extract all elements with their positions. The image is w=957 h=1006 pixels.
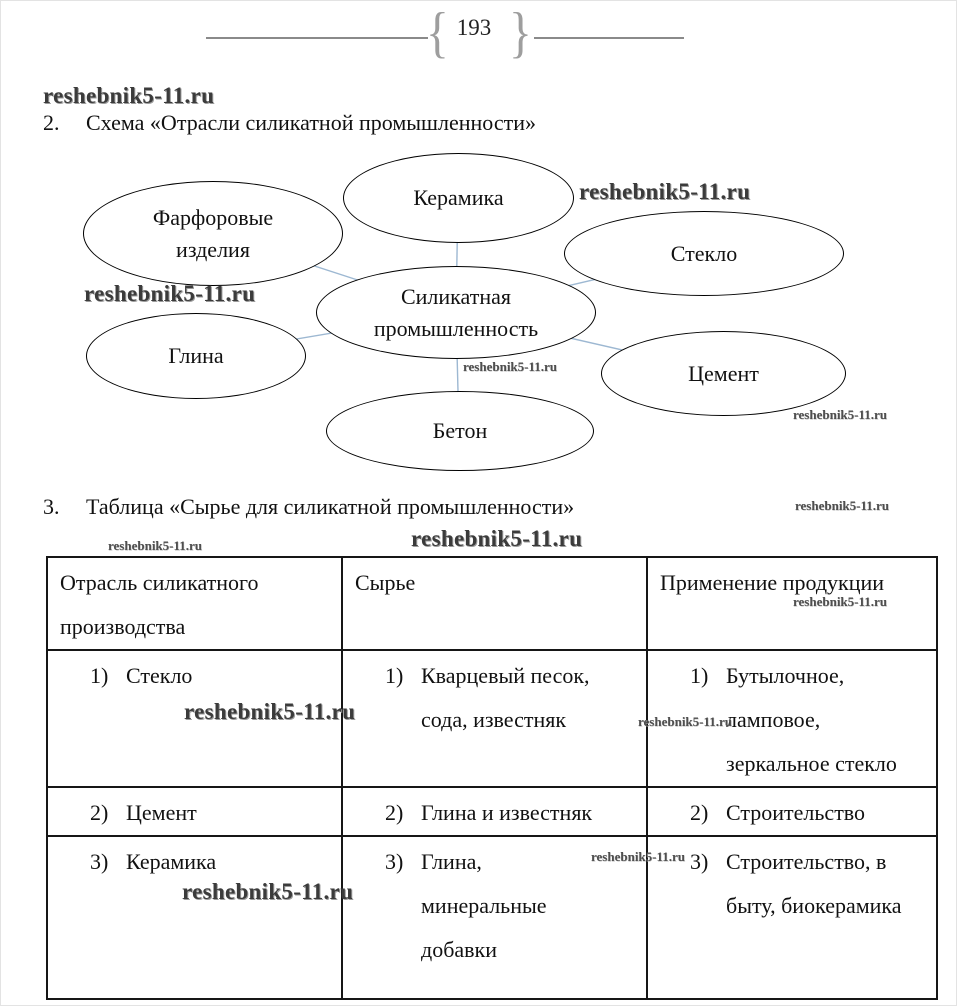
header-line: Сырье (355, 570, 416, 595)
cell-line: Строительство (726, 800, 866, 825)
diagram-node-label: Фарфоровые изделия (152, 204, 274, 262)
header-line: Применение продукции (660, 570, 885, 595)
watermark: reshebnik5-11.ru (184, 699, 356, 724)
cell-application-3 (647, 836, 937, 999)
diagram-node-label: Силикатная промышленность (373, 283, 539, 341)
watermark: reshebnik5-11.ru (793, 407, 888, 422)
diagram-node-central (316, 266, 596, 359)
table-row (47, 787, 937, 836)
watermark: reshebnik5-11.ru (182, 879, 354, 904)
diagram-node-glina (86, 313, 306, 399)
cell-line: минеральные (421, 893, 547, 918)
diagram-node-label: Стекло (670, 240, 738, 266)
cell-line: Бутылочное, (726, 663, 845, 688)
watermark: reshebnik5-11.ru (43, 83, 215, 108)
diagram-node-label: Цемент (688, 360, 759, 386)
cell-line: Кварцевый песок, (421, 663, 590, 688)
cell-industry-2 (47, 787, 342, 836)
page-number-bracket-left: { (426, 2, 449, 64)
watermark: reshebnik5-11.ru (579, 179, 751, 204)
list-number: 3) (385, 849, 404, 874)
list-number: 1) (385, 663, 404, 688)
header-cell-raw-materials (342, 557, 647, 650)
diagram-node-label: Керамика (413, 185, 504, 211)
list-number: 3) (690, 849, 709, 874)
cell-line: Стекло (126, 663, 193, 688)
watermark: reshebnik5-11.ru (793, 594, 888, 609)
list-number: 1) (690, 663, 709, 688)
list-number: 3) (90, 849, 109, 874)
cell-industry-3 (47, 836, 342, 999)
watermark: reshebnik5-11.ru (84, 281, 256, 306)
cell-line: быту, биокерамика (726, 893, 902, 918)
heading-scheme (43, 110, 536, 136)
cell-line: Строительство, в (726, 849, 887, 874)
diagram-node-keramika (343, 153, 574, 243)
list-number: 2) (385, 800, 404, 825)
diagram-node-steklo (564, 211, 844, 296)
diagram-node-beton (326, 391, 594, 471)
cell-raw-2 (342, 787, 647, 836)
diagram-node-cement (601, 331, 846, 416)
cell-line: добавки (421, 937, 498, 962)
header-cell-application (647, 557, 937, 650)
table-row (47, 836, 937, 999)
list-number: 1) (90, 663, 109, 688)
raw-materials-table (46, 556, 938, 1000)
diagram-node-label: Бетон (432, 418, 488, 444)
page-number-bracket-right: } (509, 2, 532, 64)
cell-application-2 (647, 787, 937, 836)
watermark: reshebnik5-11.ru (463, 359, 558, 374)
cell-line: сода, известняк (421, 707, 567, 732)
watermark: reshebnik5-11.ru (108, 538, 203, 553)
list-number: 2) (90, 800, 109, 825)
watermark: reshebnik5-11.ru (795, 498, 890, 513)
cell-line: Цемент (126, 800, 197, 825)
heading-table (43, 494, 574, 520)
diagram-node-label: Глина (168, 343, 224, 369)
header-line: Отрасль силикатного (60, 570, 259, 595)
cell-line: зеркальное стекло (726, 751, 897, 776)
heading-table-text: Таблица «Сырье для силикатной промышленности» (86, 494, 575, 519)
watermark: reshebnik5-11.ru (411, 526, 583, 551)
heading-table-number: 3. (43, 494, 60, 519)
cell-raw-1 (342, 650, 647, 787)
header-cell-industry (47, 557, 342, 650)
cell-line: Глина, (421, 849, 482, 874)
heading-scheme-number: 2. (43, 110, 60, 135)
watermark: reshebnik5-11.ru (591, 849, 686, 864)
header-line: производства (60, 614, 186, 639)
list-number: 2) (690, 800, 709, 825)
heading-scheme-text: Схема «Отрасли силикатной промышленности» (86, 110, 536, 135)
diagram-node-farforovye-izdeliya (83, 181, 343, 286)
cell-line: Глина и известняк (421, 800, 593, 825)
table-row (47, 650, 937, 787)
cell-line: Керамика (126, 849, 217, 874)
cell-line: ламповое, (726, 707, 821, 732)
page-number: 193 (456, 15, 492, 40)
watermark: reshebnik5-11.ru (638, 714, 733, 729)
